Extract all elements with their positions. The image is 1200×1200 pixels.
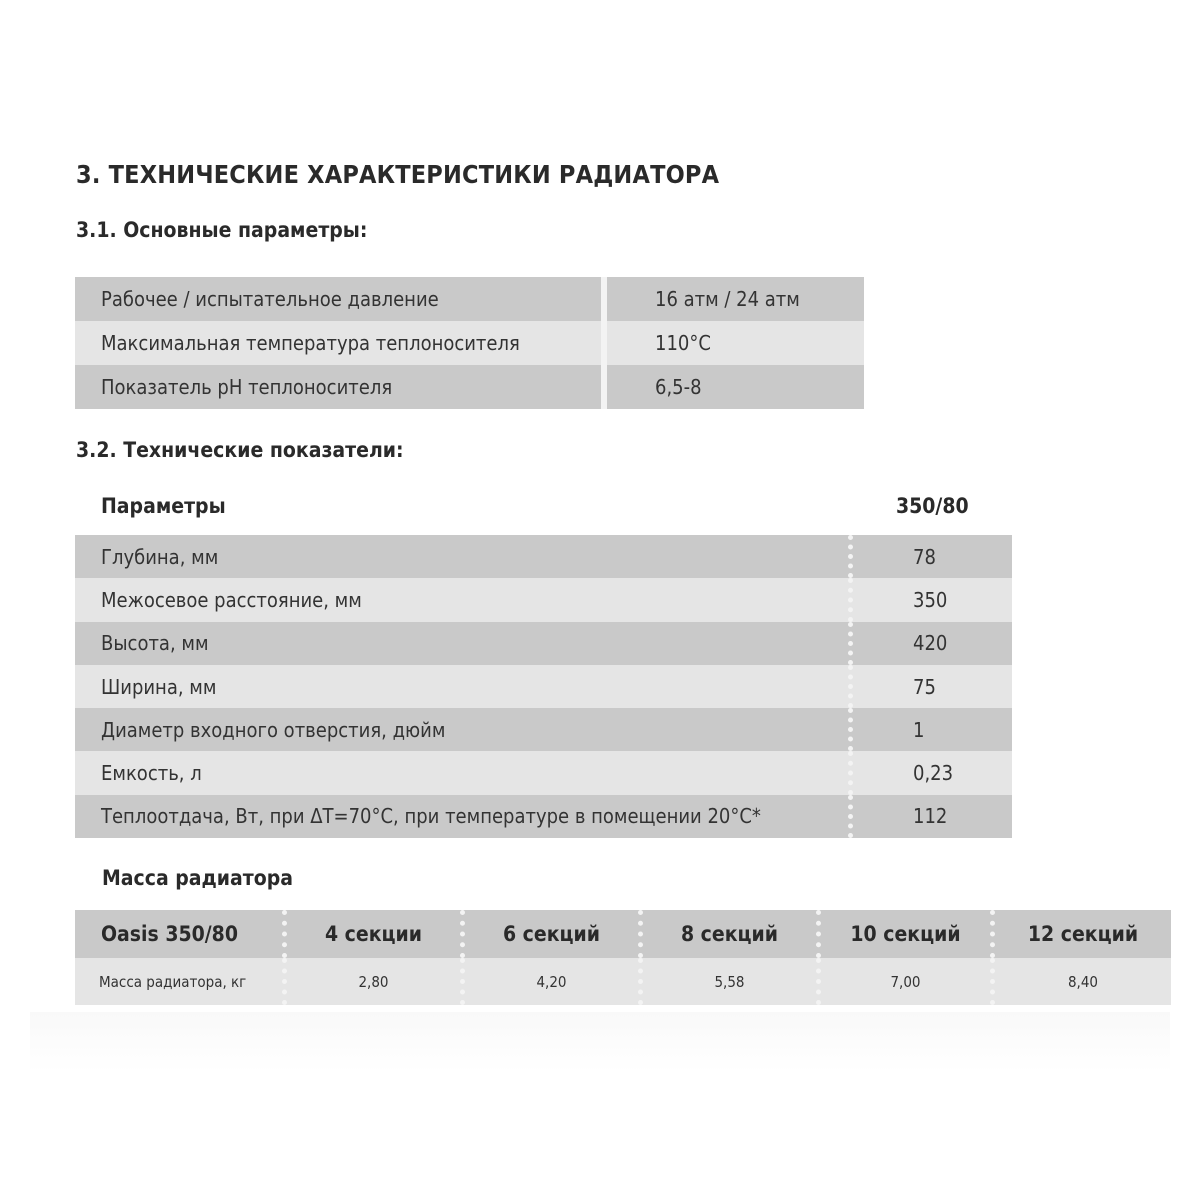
mass-value: 7,00 (821, 958, 995, 1005)
param-value: 112 (913, 804, 948, 829)
param-name: Ширина, мм (75, 665, 853, 708)
tech-specs-header (75, 488, 1012, 524)
scan-artifact (30, 1012, 1170, 1072)
table-row (75, 708, 1012, 751)
section-title-mass: Масса радиатора (102, 866, 293, 890)
header-cell: 4 секции (287, 910, 465, 958)
header-param: Параметры (101, 494, 226, 518)
param-name: Максимальная температура теплоносителя (75, 321, 607, 365)
row-label: Масса радиатора, кг (75, 958, 287, 1005)
table-row (75, 578, 1012, 621)
param-name: Теплоотдача, Вт, при ΔТ=70°С, при температуре в помещении 20°С* (75, 795, 853, 838)
table-row (75, 958, 1171, 1005)
param-value: 6,5-8 (655, 375, 702, 399)
main-params-table (75, 277, 864, 409)
table-row (75, 365, 864, 409)
param-value: 78 (913, 544, 936, 569)
param-name: Диаметр входного отверстия, дюйм (75, 708, 853, 751)
mass-value: 5,58 (643, 958, 821, 1005)
header-cell: 12 секций (1027, 922, 1139, 946)
tech-specs-table (75, 535, 1012, 838)
table-row (75, 665, 1012, 708)
table-header-row (75, 910, 1171, 958)
header-model: 350/80 (896, 494, 969, 518)
table-row (75, 751, 1012, 794)
param-name: Рабочее / испытательное давление (75, 277, 607, 321)
param-name: Межосевое расстояние, мм (75, 578, 853, 621)
param-value: 110°С (655, 331, 711, 355)
section-title-tech-specs: 3.2. Технические показатели: (76, 438, 404, 462)
mass-value: 4,20 (465, 958, 643, 1005)
param-name: Показатель рН теплоносителя (75, 365, 607, 409)
table-row (75, 535, 1012, 578)
table-row (75, 321, 864, 365)
header-cell: 10 секций (821, 910, 995, 958)
header-cell: 8 секций (643, 910, 821, 958)
header-cell-model: Oasis 350/80 (75, 910, 287, 958)
param-value: 75 (913, 674, 936, 699)
mass-value: 2,80 (287, 958, 465, 1005)
param-value: 0,23 (913, 761, 954, 786)
param-value: 420 (913, 631, 948, 656)
param-name: Глубина, мм (75, 535, 853, 578)
param-value: 16 атм / 24 атм (655, 287, 800, 311)
page-title: 3. ТЕХНИЧЕСКИЕ ХАРАКТЕРИСТИКИ РАДИАТОРА (76, 160, 720, 189)
param-name: Емкость, л (75, 751, 853, 794)
table-row (75, 277, 864, 321)
mass-table (75, 910, 1171, 1005)
section-title-main-params: 3.1. Основные параметры: (76, 218, 368, 242)
table-row (75, 795, 1012, 838)
header-cell: 6 секций (465, 910, 643, 958)
mass-value: 8,40 (1067, 972, 1099, 991)
table-row (75, 622, 1012, 665)
param-value: 1 (913, 717, 925, 742)
param-name: Высота, мм (75, 622, 853, 665)
param-value: 350 (913, 587, 948, 612)
